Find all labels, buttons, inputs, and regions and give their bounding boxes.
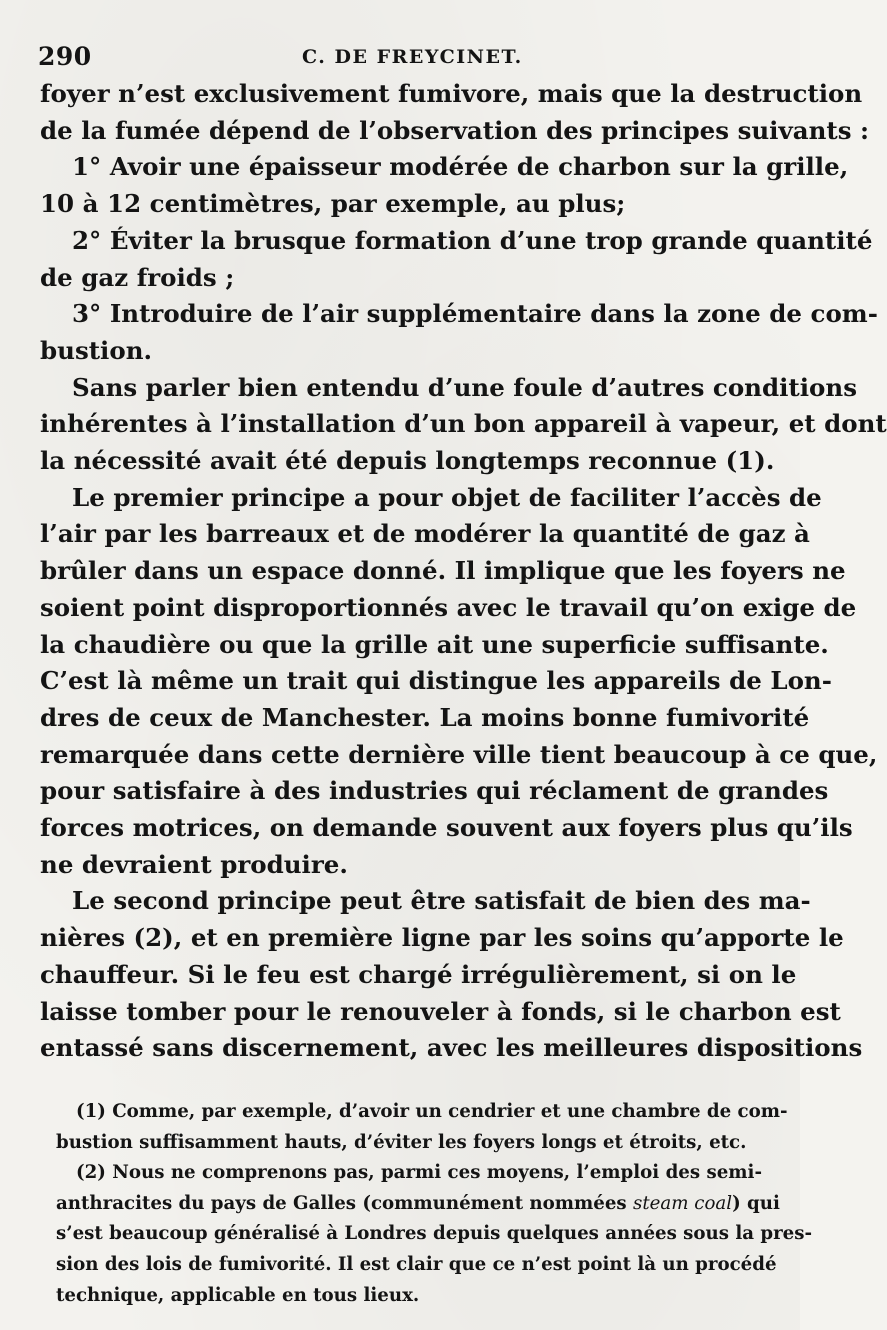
footnote-2-line: s’est beaucoup généralisé à Londres depuis quelques années sous la pres- [56, 1223, 813, 1245]
body-line: soient point disproportionnés avec le travail qu’on exige de [40, 592, 857, 622]
footnote-italic-term: steam coal [632, 1192, 733, 1214]
body-line: ne devraient produire. [40, 849, 348, 879]
body-line: Sans parler bien entendu d’une foule d’autres conditions [72, 372, 857, 402]
body-line: laisse tomber pour le renouveler à fonds, si le charbon est [40, 996, 841, 1026]
footnote-text: ) qui [732, 1192, 780, 1214]
body-text [40, 76, 887, 1067]
footnote-text: anthracites du pays de Galles (communément nommées [56, 1192, 633, 1214]
body-line: pour satisfaire à des industries qui réclament de grandes [40, 776, 829, 806]
body-line: 10 à 12 centimètres, par exemple, au plus; [40, 189, 626, 219]
body-line: chauffeur. Si le feu est chargé irrégulièrement, si on le [40, 959, 797, 989]
body-line: 3° Introduire de l’air supplémentaire dans la zone de com- [72, 299, 878, 329]
footnote-2-line: technique, applicable en tous lieux. [56, 1284, 420, 1306]
body-line: forces motrices, on demande souvent aux foyers plus qu’ils [40, 813, 853, 843]
page-header [34, 42, 754, 78]
body-line: inhérentes à l’installation d’un bon appareil à vapeur, et dont [40, 409, 887, 439]
footnote-2-line: sion des lois de fumivorité. Il est clair que ce n’est point là un procédé [56, 1253, 777, 1275]
body-line: 1° Avoir une épaisseur modérée de charbon sur la grille, [72, 152, 849, 182]
footnotes [56, 1097, 813, 1311]
body-line: de la fumée dépend de l’observation des principes suivants : [40, 115, 870, 145]
body-line: entassé sans discernement, avec les meilleures dispositions [40, 1033, 863, 1063]
footnote-2-line [56, 1189, 780, 1220]
body-line: remarquée dans cette dernière ville tient beaucoup à ce que, [40, 739, 878, 769]
body-line: foyer n’est exclusivement fumivore, mais que la destruction [40, 79, 863, 108]
body-line: nières (2), et en première ligne par les soins qu’apporte le [40, 923, 844, 953]
body-line: la chaudière ou que la grille ait une superficie suffisante. [40, 629, 829, 659]
body-line: dres de ceux de Manchester. La moins bonne fumivorité [40, 702, 810, 732]
footnote-1-line: bustion suffisamment hauts, d’éviter les foyers longs et étroits, etc. [56, 1131, 747, 1153]
body-line: bustion. [40, 335, 153, 365]
body-line: Le second principe peut être satisfait de bien des ma- [72, 886, 811, 916]
body-line: Le premier principe a pour objet de faciliter l’accès de [72, 482, 822, 512]
footnote-2-line: (2) Nous ne comprenons pas, parmi ces moyens, l’emploi des semi- [76, 1162, 762, 1184]
body-line: brûler dans un espace donné. Il implique que les foyers ne [40, 556, 846, 586]
running-head: C. DE FREYCINET. [302, 46, 523, 68]
body-line: l’air par les barreaux et de modérer la quantité de gaz à [40, 519, 810, 549]
body-line: 2° Éviter la brusque formation d’une trop grande quantité [72, 225, 873, 255]
footnote-1-line: (1) Comme, par exemple, d’avoir un cendrier et une chambre de com- [76, 1101, 788, 1122]
body-line: la nécessité avait été depuis longtemps reconnue (1). [40, 446, 775, 476]
body-line: C’est là même un trait qui distingue les appareils de Lon- [40, 666, 832, 696]
body-line: de gaz froids ; [40, 262, 235, 292]
page-number: 290 [38, 42, 92, 71]
